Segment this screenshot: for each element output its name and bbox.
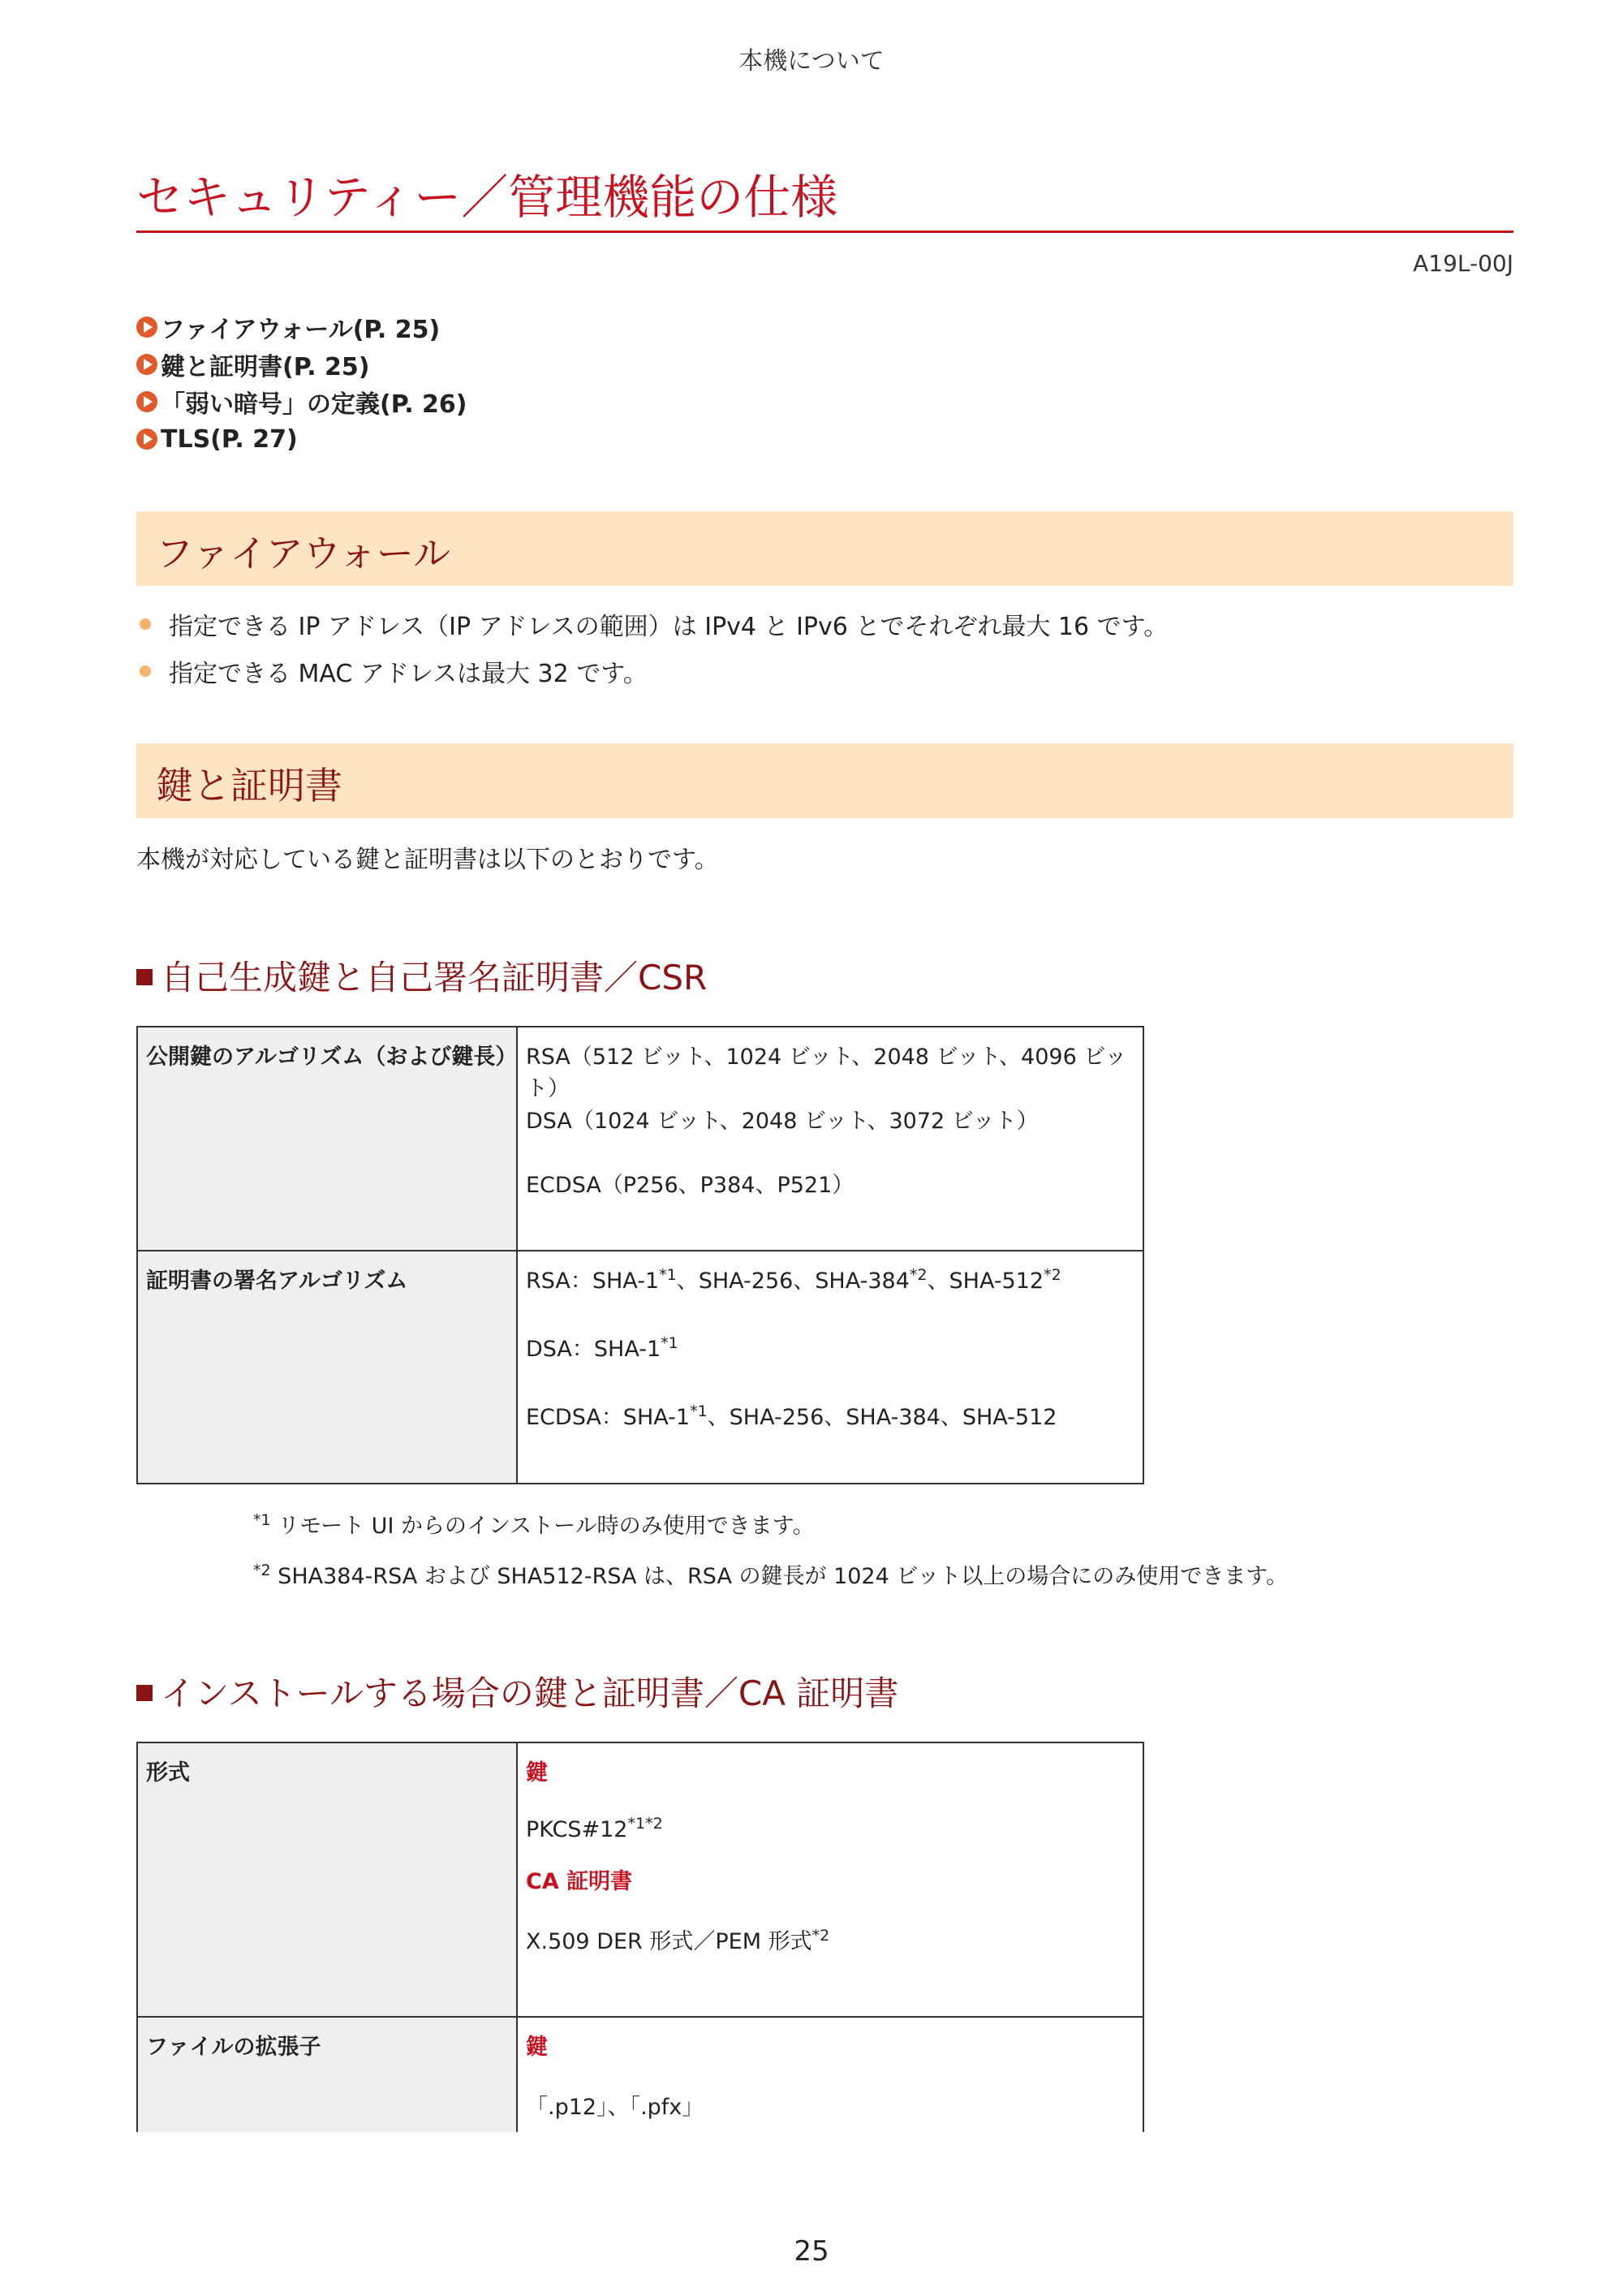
- section-band-keys: [136, 743, 1513, 818]
- toc-link-weak-cipher[interactable]: [136, 383, 467, 420]
- toc-link-label: 「弱い暗号」の定義(P. 26): [161, 390, 467, 419]
- value-line: [526, 1795, 1134, 1863]
- row-value: [517, 1742, 1143, 2017]
- spec-table-self-generated: [136, 1026, 1144, 1484]
- footnote-ref: *1: [659, 1266, 677, 1284]
- toc-link-keys[interactable]: [136, 346, 467, 383]
- list-item: [136, 648, 1168, 695]
- footnote-ref: *2: [1044, 1266, 1061, 1284]
- subheading-self-generated: [136, 951, 707, 1000]
- row-header: 証明書の署名アルゴリズム: [137, 1251, 517, 1484]
- bullet-list: [136, 601, 1168, 695]
- row-header: 形式: [137, 1742, 517, 2017]
- doc-code: A19L-00J: [1413, 250, 1513, 277]
- subheading-installed: [136, 1667, 898, 1716]
- table-row: [137, 1742, 1143, 2017]
- value-line: [526, 1399, 1134, 1467]
- intro-paragraph: 本機が対応している鍵と証明書は以下のとおりです。: [136, 846, 719, 874]
- footnote-mark: *2: [253, 1562, 271, 1579]
- footnote-1: [253, 1508, 814, 1540]
- key-label: 鍵: [526, 1760, 548, 1786]
- footnote-ref: *1: [661, 1334, 678, 1352]
- footnote-ref: *2: [812, 1927, 830, 1945]
- spec-table-installed: [136, 1742, 1144, 2132]
- toc-list: [136, 308, 467, 458]
- line-text: RSA：SHA-1: [526, 1269, 660, 1294]
- table-row: [137, 2017, 1143, 2132]
- toc-link-label: ファイアウォール(P. 25): [161, 316, 441, 344]
- line-text: PKCS#12: [526, 1817, 628, 1842]
- row-header: 公開鍵のアルゴリズム（および鍵長）: [137, 1027, 517, 1251]
- list-item-text: 指定できる IP アドレス（IP アドレスの範囲）は IPv4 と IPv6 とでそれぞれ最大 16 です。: [169, 613, 1169, 641]
- table-row: [137, 1251, 1143, 1484]
- footnote-ref: *1*2: [627, 1815, 663, 1833]
- value-line: DSA（1024 ビット、2048 ビット、3072 ビット）: [526, 1109, 1039, 1134]
- square-bullet-icon: [136, 969, 153, 985]
- toc-link-label: 鍵と証明書(P. 25): [161, 353, 370, 381]
- section-band-firewall: [136, 511, 1513, 586]
- bullet-dot-icon: [140, 666, 151, 677]
- toc-link-firewall[interactable]: [136, 308, 467, 346]
- subheading-text: 自己生成鍵と自己署名証明書／CSR: [161, 958, 708, 997]
- footnote-text: リモート UI からのインストール時のみ使用できます。: [270, 1514, 815, 1539]
- line-text: X.509 DER 形式／PEM 形式: [526, 1929, 812, 1954]
- line-text: 、SHA-512: [927, 1269, 1044, 1294]
- section-heading: ファイアウォール: [156, 532, 450, 575]
- play-arrow-icon: [136, 317, 157, 338]
- list-item-text: 指定できる MAC アドレスは最大 32 です。: [169, 660, 648, 688]
- page-number: 25: [794, 2235, 829, 2268]
- footnote-ref: *1: [690, 1402, 708, 1420]
- square-bullet-icon: [136, 1685, 153, 1701]
- ca-label: CA 証明書: [526, 1869, 633, 1894]
- table-row: [137, 1027, 1143, 1251]
- running-header: 本機について: [738, 47, 885, 75]
- line-text: 、SHA-256、SHA-384: [676, 1269, 910, 1294]
- row-value: [517, 2017, 1143, 2132]
- section-heading: 鍵と証明書: [156, 764, 342, 808]
- value-line: [526, 1904, 1134, 1972]
- value-line: RSA（512 ビット、1024 ビット、2048 ビット、4096 ビット）: [526, 1045, 1127, 1101]
- page-title: セキュリティー／管理機能の仕様: [136, 170, 838, 225]
- title-rule: [136, 230, 1513, 233]
- list-item: [136, 601, 1168, 648]
- value-line: [526, 1331, 1134, 1399]
- key-label: 鍵: [526, 2035, 548, 2060]
- play-arrow-icon: [136, 429, 157, 450]
- footnote-text: SHA384-RSA および SHA512-RSA は、RSA の鍵長が 1024 ビット以上の場合にのみ使用できます。: [270, 1564, 1289, 1589]
- play-arrow-icon: [136, 354, 157, 375]
- toc-link-label: TLS(P. 27): [161, 424, 298, 454]
- play-arrow-icon: [136, 391, 157, 412]
- row-header: ファイルの拡張子: [137, 2017, 517, 2132]
- footnote-mark: *1: [253, 1511, 271, 1529]
- line-text: DSA：SHA-1: [526, 1337, 661, 1362]
- row-value: [517, 1251, 1143, 1484]
- line-text: 、SHA-256、SHA-384、SHA-512: [707, 1405, 1057, 1430]
- value-line: [526, 1263, 1134, 1331]
- line-text: ECDSA：SHA-1: [526, 1405, 691, 1430]
- toc-link-tls[interactable]: [136, 420, 467, 458]
- row-value: [517, 1027, 1143, 1251]
- value-line: ECDSA（P256、P384、P521）: [526, 1173, 855, 1198]
- value-line: 「.p12」、「.pfx」: [526, 2095, 704, 2120]
- footnote-ref: *2: [909, 1266, 928, 1284]
- subheading-text: インストールする場合の鍵と証明書／CA 証明書: [161, 1674, 899, 1713]
- bullet-dot-icon: [140, 618, 151, 630]
- footnote-2: [253, 1558, 1288, 1590]
